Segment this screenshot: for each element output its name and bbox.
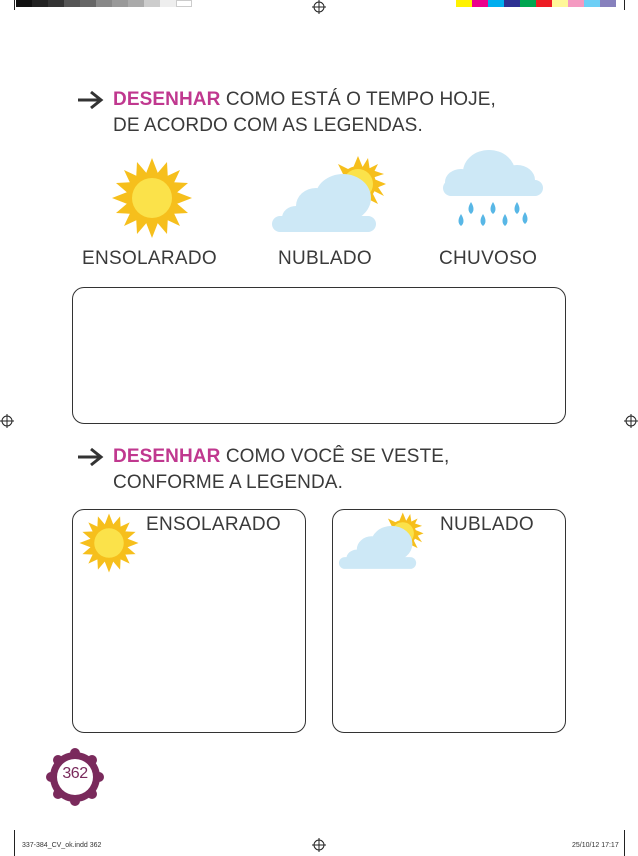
rain-cloud-icon <box>441 148 545 230</box>
instruction-1-verb: DESENHAR <box>113 89 221 110</box>
legend-sunny: ENSOLARADO <box>82 248 217 269</box>
cloud-sun-icon <box>336 511 428 569</box>
drawing-area-weather[interactable] <box>72 287 566 424</box>
arrow-right-icon <box>76 446 106 468</box>
instruction-1 <box>113 87 496 139</box>
sun-icon <box>78 512 140 574</box>
crop-mark <box>624 830 625 856</box>
page-number: 362 <box>62 765 88 782</box>
arrow-right-icon <box>76 89 106 111</box>
instruction-2-line2: CONFORME A LEGENDA. <box>113 472 343 493</box>
crop-mark <box>14 0 15 10</box>
legend-cloudy: NUBLADO <box>278 248 372 269</box>
cloud-sun-icon <box>268 154 392 232</box>
footer-timestamp: 25/10/12 17:17 <box>572 842 619 849</box>
crop-mark <box>14 830 15 856</box>
legend-rainy: CHUVOSO <box>439 248 538 269</box>
registration-mark-icon <box>312 838 326 852</box>
box-label-sunny: ENSOLARADO <box>146 514 281 535</box>
registration-mark-icon <box>312 0 326 14</box>
instruction-1-line2: DE ACORDO COM AS LEGENDAS. <box>113 115 423 136</box>
box-label-cloudy: NUBLADO <box>440 514 534 535</box>
instruction-1-text: COMO ESTÁ O TEMPO HOJE, <box>220 89 496 110</box>
crop-mark <box>624 0 625 10</box>
footer-filename: 337-384_CV_ok.indd 362 <box>22 842 102 849</box>
registration-mark-icon <box>0 414 14 428</box>
instruction-2-verb: DESENHAR <box>113 446 221 467</box>
instruction-2-text: COMO VOCÊ SE VESTE, <box>220 446 450 467</box>
grayscale-bar <box>16 0 192 7</box>
registration-mark-icon <box>624 414 638 428</box>
sun-icon <box>110 156 194 240</box>
instruction-2 <box>113 444 449 496</box>
color-bar <box>456 0 616 7</box>
